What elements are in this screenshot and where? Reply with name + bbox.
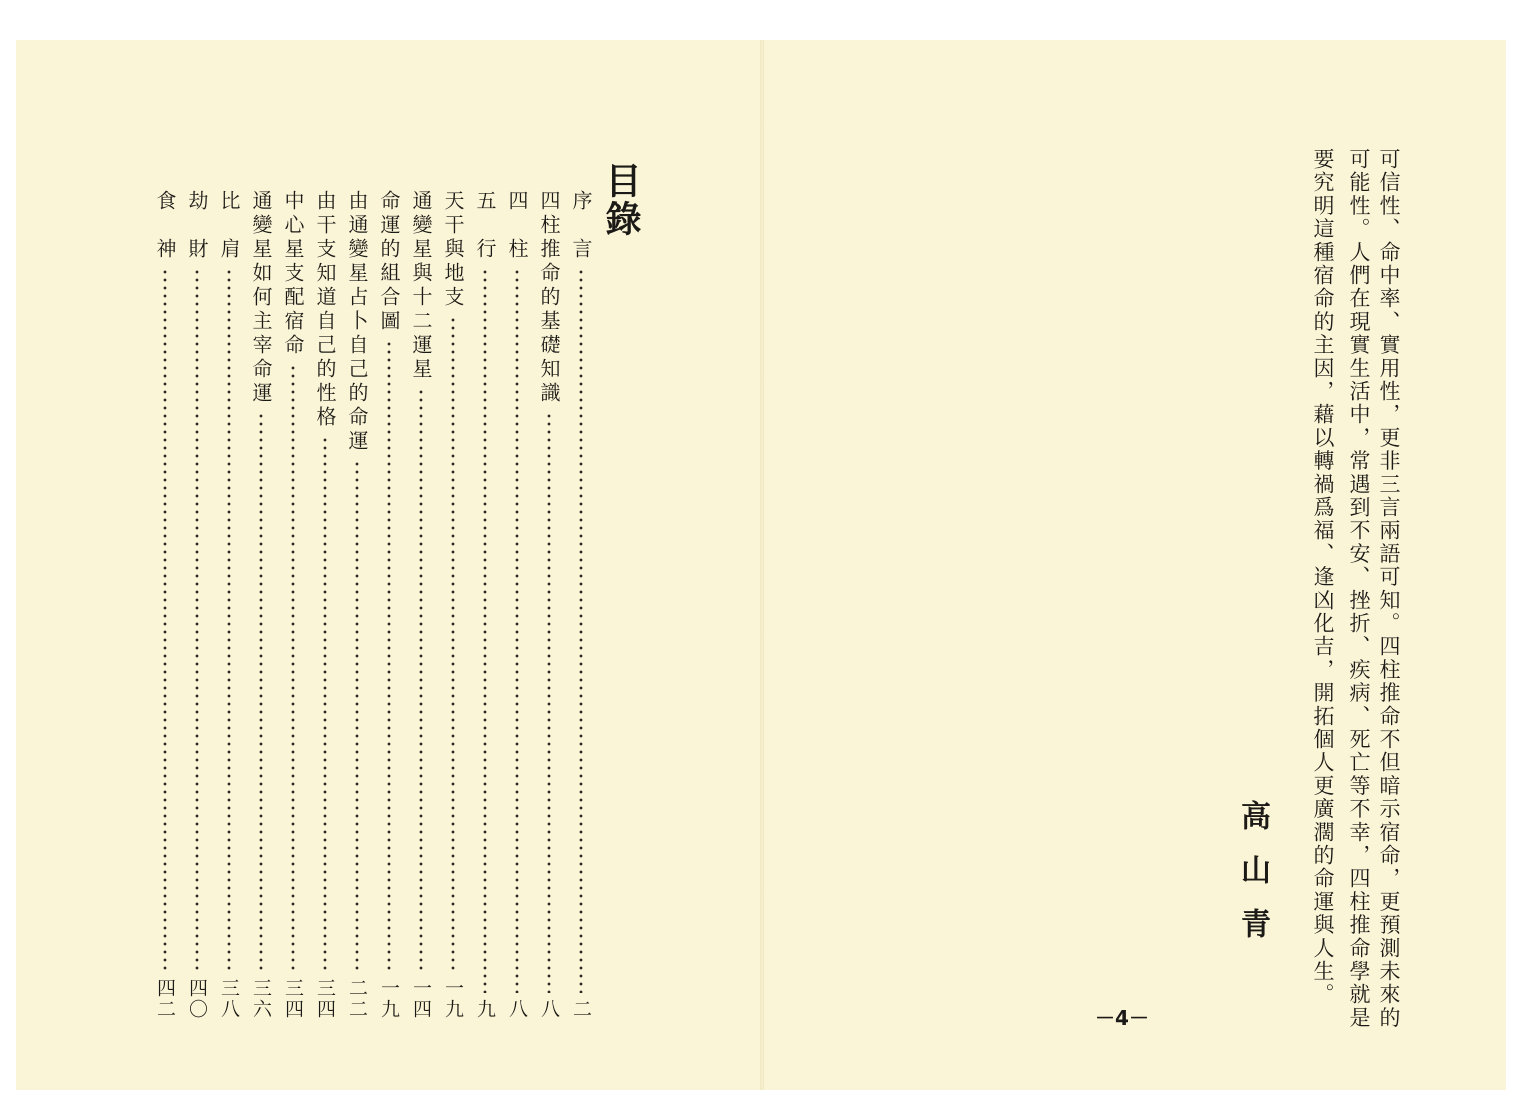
toc-title: 目錄	[600, 162, 642, 238]
toc-item-label: 食 神	[153, 190, 177, 262]
book-spread	[16, 40, 1506, 1090]
page-number: －4－	[1095, 1006, 1149, 1030]
toc-leader-dots	[355, 460, 359, 972]
toc-leader-dots	[291, 364, 295, 972]
toc-item-page: 三八	[218, 978, 240, 1020]
toc-item	[566, 190, 596, 1020]
toc-item	[182, 190, 212, 1020]
toc-item-label: 四 柱	[505, 190, 529, 262]
toc-item-page: 三四	[314, 978, 336, 1020]
toc-leader-dots	[323, 436, 327, 972]
toc-item-page: 一四	[410, 978, 432, 1020]
toc-item	[342, 190, 372, 1020]
preface-line: 可能性。人們在現實生活中，常遇到不安、挫折、疾病、死亡等不幸，四柱推命學就是	[1347, 148, 1371, 1030]
toc-item-page: 三四	[282, 978, 304, 1020]
toc-leader-dots	[515, 268, 519, 993]
toc-item	[534, 190, 564, 1020]
toc-leader-dots	[419, 388, 423, 972]
toc-leader-dots	[227, 268, 231, 972]
preface-author: 高山青	[1235, 800, 1270, 962]
toc-leader-dots	[483, 268, 487, 993]
toc-item-label: 天干與地支	[441, 190, 465, 310]
toc-item-page: 一九	[442, 978, 464, 1020]
toc-item-page: 四〇	[186, 978, 208, 1020]
toc-item-label: 四柱推命的基礎知識	[537, 190, 561, 406]
toc-leader-dots	[451, 316, 455, 972]
toc-leader-dots	[387, 340, 391, 972]
toc-leader-dots	[259, 412, 263, 972]
toc-item-label: 比 肩	[217, 190, 241, 262]
toc-item-label: 中心星支配宿命	[281, 190, 305, 358]
preface-line: 可信性、命中率、實用性，更非三言兩語可知。四柱推命不但暗示宿命，更預測未來的	[1377, 148, 1401, 1030]
toc-item	[406, 190, 436, 1020]
toc-leader-dots	[163, 268, 167, 972]
toc-item-label: 通變星與十二運星	[409, 190, 433, 382]
toc-item-label: 五 行	[473, 190, 497, 262]
toc-item-label: 通變星如何主宰命運	[249, 190, 273, 406]
toc-leader-dots	[195, 268, 199, 972]
toc-list	[144, 190, 604, 1020]
toc-item-page: 二	[570, 999, 592, 1020]
toc-leader-dots	[579, 268, 583, 993]
toc-item	[438, 190, 468, 1020]
toc-item-page: 一九	[378, 978, 400, 1020]
toc-item	[150, 190, 180, 1020]
toc-item-label: 劫 財	[185, 190, 209, 262]
toc-item-page: 三六	[250, 978, 272, 1020]
toc-item	[374, 190, 404, 1020]
page-gutter	[760, 40, 764, 1090]
toc-item	[278, 190, 308, 1020]
toc-item-page: 四二	[154, 978, 176, 1020]
toc-item-label: 命運的組合圖	[377, 190, 401, 334]
toc-item-page: 八	[506, 999, 528, 1020]
toc-item	[310, 190, 340, 1020]
toc-item	[470, 190, 500, 1020]
toc-item-page: 二二	[346, 978, 368, 1020]
toc-item	[214, 190, 244, 1020]
toc-item-page: 八	[538, 999, 560, 1020]
toc-item-page: 九	[474, 999, 496, 1020]
toc-item-label: 由干支知道自己的性格	[313, 190, 337, 430]
toc-item-label: 由通變星占卜自己的命運	[345, 190, 369, 454]
toc-item	[246, 190, 276, 1020]
toc-item-label: 序 言	[569, 190, 593, 262]
toc-item	[502, 190, 532, 1020]
preface-line: 要究明這種宿命的主因，藉以轉禍爲福、逢凶化吉，開拓個人更廣濶的命運與人生。	[1311, 148, 1335, 1007]
toc-leader-dots	[547, 412, 551, 993]
